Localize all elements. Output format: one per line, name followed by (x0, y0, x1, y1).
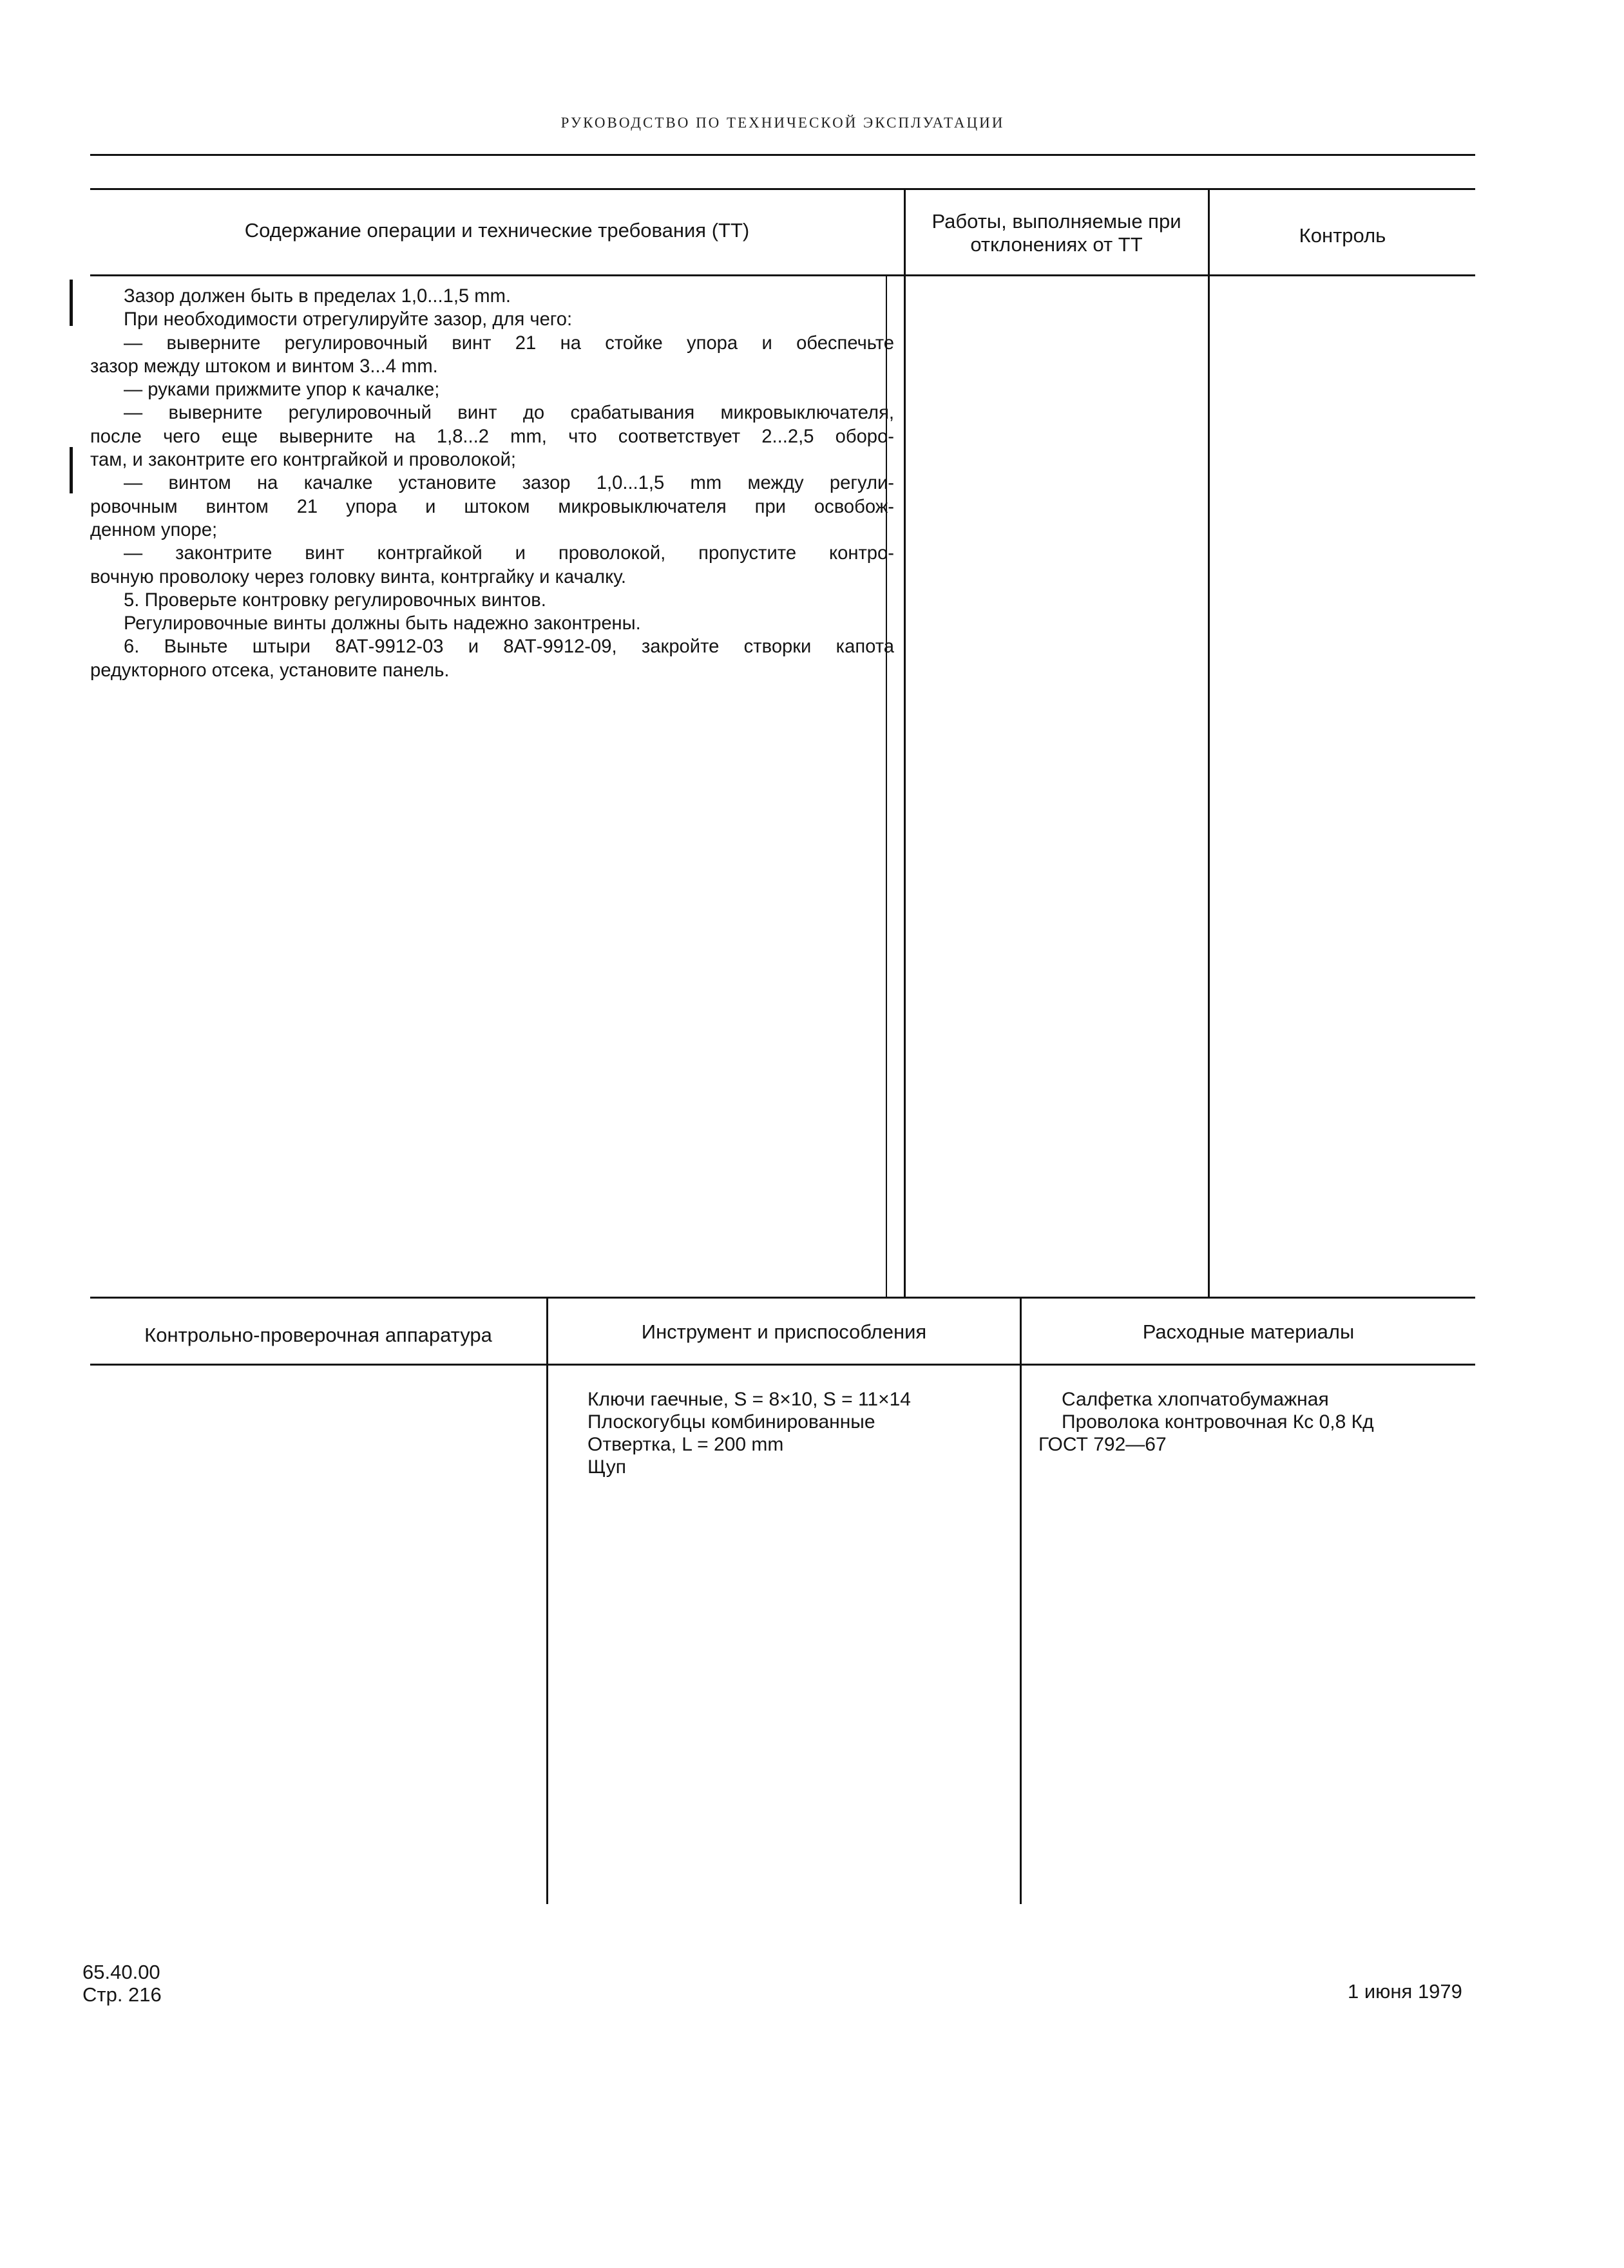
op-line: — законтрите винт контргайкой и проволокой, пропустите контро- (124, 543, 894, 564)
op-line: — руками прижмите упор к качалке; (124, 379, 440, 401)
equipment-table-divider-1 (546, 1299, 548, 1904)
running-header: РУКОВОДСТВО ПО ТЕХНИЧЕСКОЙ ЭКСПЛУАТАЦИИ (560, 115, 1005, 131)
ops-table-bottom-rule (90, 1297, 1475, 1299)
list-item: Плоскогубцы комбинированные (588, 1411, 875, 1433)
footer-date: 1 июня 1979 (1348, 1980, 1462, 2003)
ops-table-header-rule (90, 274, 1475, 276)
op-line: ровочным винтом 21 упора и штоком микровыключателя при освобож- (90, 496, 894, 517)
equipment-table-divider-2 (1020, 1299, 1022, 1904)
op-line: При необходимости отрегулируйте зазор, для чего: (124, 309, 573, 330)
operation-text (90, 285, 894, 682)
op-line: 5. Проверьте контровку регулировочных винтов. (124, 589, 546, 611)
op-line: — винтом на качалке установите зазор 1,0...1,5 mm между регули- (124, 473, 894, 494)
op-line: после чего еще выверните на 1,8...2 mm, что соответствует 2...2,5 оборо- (90, 426, 894, 447)
ops-table-divider-2 (1208, 190, 1210, 1297)
ops-table-top-rule (90, 188, 1475, 190)
change-bar-2 (70, 447, 73, 493)
column-header-test-equipment: Контрольно-проверочная аппаратура (144, 1324, 492, 1346)
op-line: 6. Выньте штыри 8АТ-9912-03 и 8АТ-9912-09, закройте створки капота (124, 636, 894, 658)
op-line: денном упоре; (90, 519, 218, 540)
column-header-control: Контроль (1299, 224, 1386, 247)
op-line: — выверните регулировочный винт 21 на стойке упора и обеспечьте (124, 332, 894, 354)
list-item: Проволока контровочная Кс 0,8 Кд (1062, 1411, 1374, 1433)
column-header-materials: Расходные материалы (1142, 1320, 1355, 1343)
op-line: — выверните регулировочный винт до срабатывания микровыключателя, (124, 403, 894, 424)
materials-list (1038, 1388, 1374, 1456)
op-line: редукторного отсека, установите панель. (90, 660, 450, 681)
instruments-list (588, 1388, 911, 1478)
op-line: Регулировочные винты должны быть надежно законтрены. (124, 613, 641, 634)
column-header-deviation-work: Работы, выполняемые при отклонениях от ТТ (931, 210, 1181, 256)
list-item: Щуп (588, 1456, 627, 1478)
list-item: Ключи гаечные, S = 8×10, S = 11×14 (588, 1389, 911, 1410)
equipment-table-header-rule (90, 1364, 1475, 1366)
change-bar-1 (70, 280, 73, 326)
column-header-instruments: Инструмент и приспособления (641, 1320, 927, 1343)
list-item: Салфетка хлопчатобумажная (1062, 1389, 1329, 1410)
op-line: там, и законтрите его контргайкой и проволокой; (90, 450, 517, 471)
column-header-operation: Содержание операции и технические требования (ТТ) (244, 219, 750, 242)
op-line: Зазор должен быть в пределах 1,0...1,5 mm. (124, 286, 511, 307)
list-item: Отвертка, L = 200 mm (588, 1434, 784, 1455)
ops-table-divider-1 (904, 190, 906, 1297)
list-item: ГОСТ 792—67 (1038, 1434, 1167, 1455)
header-rule (90, 154, 1475, 156)
footer-page-number: Стр. 216 (82, 1983, 162, 2006)
op-line: вочную проволоку через головку винта, контргайку и качалку. (90, 566, 626, 587)
footer-doc-number: 65.40.00 (82, 1961, 160, 1983)
op-line: зазор между штоком и винтом 3...4 mm. (90, 356, 438, 377)
